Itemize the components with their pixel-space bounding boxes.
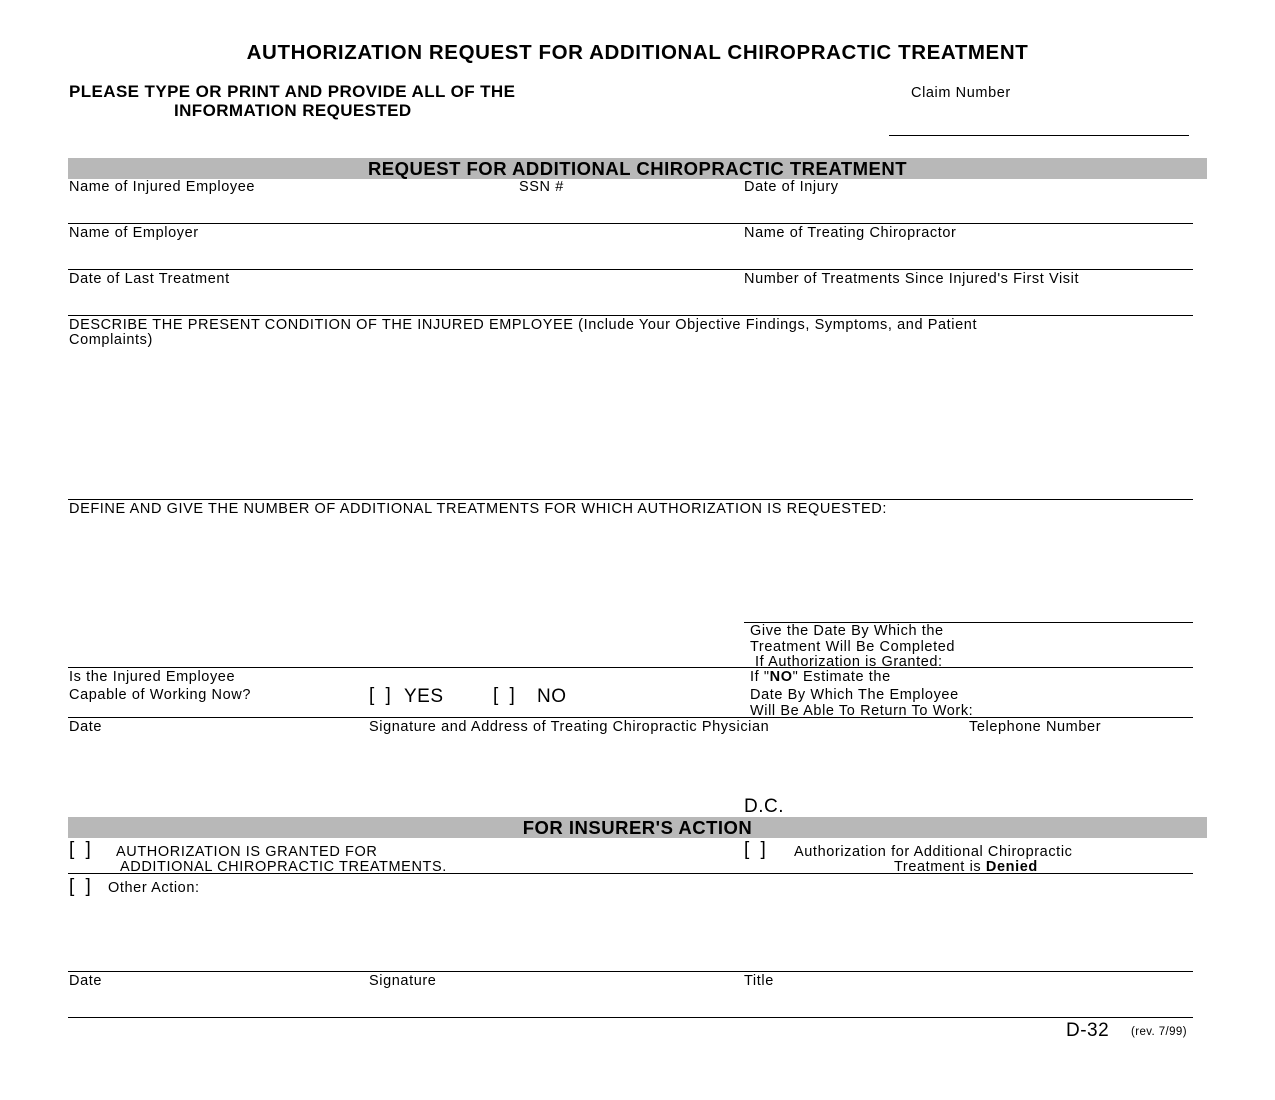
form-revision: (rev. 7/99) bbox=[1131, 1026, 1187, 1038]
physician-signature-label: Signature and Address of Treating Chiropractic Physician bbox=[369, 719, 770, 735]
treating-chiropractor-label: Name of Treating Chiropractor bbox=[744, 225, 957, 241]
employer-label: Name of Employer bbox=[69, 225, 199, 241]
physician-signature-field[interactable] bbox=[369, 737, 959, 815]
treatments-since-field[interactable] bbox=[744, 288, 1193, 314]
row-divider bbox=[68, 971, 1193, 972]
insurer-date-label: Date bbox=[69, 973, 103, 989]
form-title: AUTHORIZATION REQUEST FOR ADDITIONAL CHIROPRACTIC TREATMENT bbox=[246, 41, 1029, 64]
row-divider bbox=[68, 223, 1193, 224]
define-treatments-label: DEFINE AND GIVE THE NUMBER OF ADDITIONAL TREATMENTS FOR WHICH AUTHORIZATION IS REQUESTED: bbox=[69, 501, 887, 517]
instruction-line-1: PLEASE TYPE OR PRINT AND PROVIDE ALL OF THE bbox=[69, 82, 516, 101]
row-divider bbox=[68, 269, 1193, 270]
define-treatments-field[interactable] bbox=[69, 518, 1193, 620]
row-divider bbox=[68, 873, 1193, 874]
claim-number-field[interactable] bbox=[889, 100, 1189, 134]
denied-word: Denied bbox=[985, 859, 1038, 875]
telephone-field[interactable] bbox=[969, 737, 1193, 815]
denied-checkbox[interactable]: [ ] bbox=[744, 839, 769, 860]
physician-date-field[interactable] bbox=[69, 737, 359, 815]
insurer-section-band bbox=[68, 817, 1207, 838]
granted-label-1: AUTHORIZATION IS GRANTED FOR bbox=[116, 844, 378, 860]
insurer-section-header: FOR INSURER'S ACTION bbox=[522, 817, 753, 838]
completion-date-label-2: Treatment Will Be Completed bbox=[750, 639, 956, 655]
denied-label-1: Authorization for Additional Chiropractic bbox=[794, 844, 1073, 860]
capable-working-label-2: Capable of Working Now? bbox=[69, 687, 251, 703]
injured-employee-field[interactable] bbox=[69, 196, 509, 222]
describe-condition-field[interactable] bbox=[69, 350, 1193, 496]
row-divider bbox=[68, 717, 1193, 718]
capable-working-label-1: Is the Injured Employee bbox=[69, 669, 236, 685]
row-divider bbox=[68, 499, 1193, 500]
employer-field[interactable] bbox=[69, 242, 734, 268]
request-section-band bbox=[68, 158, 1207, 179]
insurer-title-field[interactable] bbox=[744, 990, 1193, 1016]
describe-condition-label: DESCRIBE THE PRESENT CONDITION OF THE INJURED EMPLOYEE (Include Your Objective Findings, Symptoms, and Patient bbox=[69, 317, 978, 333]
describe-condition-label-cont: Complaints) bbox=[69, 332, 153, 348]
completion-date-label-1: Give the Date By Which the bbox=[750, 623, 944, 639]
last-treatment-label: Date of Last Treatment bbox=[69, 271, 230, 287]
insurer-date-field[interactable] bbox=[69, 990, 359, 1016]
no-checkbox[interactable]: [ ] bbox=[493, 685, 518, 706]
form-code: D-32 bbox=[1066, 1020, 1110, 1041]
row-divider bbox=[68, 315, 1193, 316]
treating-chiropractor-field[interactable] bbox=[744, 242, 1193, 268]
return-to-work-field[interactable] bbox=[1045, 669, 1193, 715]
injured-employee-label: Name of Injured Employee bbox=[69, 179, 256, 195]
estimate-prefix: If " bbox=[750, 669, 770, 685]
treatments-since-label: Number of Treatments Since Injured's First Visit bbox=[744, 271, 1080, 287]
no-label: NO bbox=[537, 686, 567, 707]
other-action-label: Other Action: bbox=[108, 880, 200, 896]
return-estimate-label-1 bbox=[750, 669, 891, 685]
instruction-line-2: INFORMATION REQUESTED bbox=[174, 101, 412, 120]
claim-number-underline bbox=[889, 135, 1189, 136]
date-of-injury-field[interactable] bbox=[744, 196, 1193, 222]
yes-checkbox[interactable]: [ ] bbox=[369, 685, 394, 706]
insurer-title-label: Title bbox=[744, 973, 774, 989]
row-divider bbox=[68, 667, 1193, 668]
date-of-injury-label: Date of Injury bbox=[744, 179, 839, 195]
estimate-suffix: " Estimate the bbox=[792, 669, 891, 685]
other-action-field[interactable] bbox=[230, 876, 1193, 968]
other-action-checkbox[interactable]: [ ] bbox=[69, 876, 94, 897]
denied-prefix: Treatment is bbox=[894, 859, 986, 875]
physician-date-label: Date bbox=[69, 719, 103, 735]
telephone-label: Telephone Number bbox=[969, 719, 1102, 735]
row-divider bbox=[68, 1017, 1193, 1018]
ssn-label: SSN # bbox=[519, 179, 564, 195]
granted-checkbox[interactable]: [ ] bbox=[69, 839, 94, 860]
insurer-signature-label: Signature bbox=[369, 973, 437, 989]
completion-date-label-3: If Authorization is Granted: bbox=[755, 654, 943, 670]
claim-number-label: Claim Number bbox=[911, 85, 1011, 101]
yes-label: YES bbox=[404, 686, 444, 707]
request-section-header: REQUEST FOR ADDITIONAL CHIROPRACTIC TREATMENT bbox=[367, 158, 908, 179]
dc-label: D.C. bbox=[744, 796, 784, 817]
granted-label-2: ADDITIONAL CHIROPRACTIC TREATMENTS. bbox=[120, 859, 447, 875]
estimate-no: NO bbox=[769, 669, 793, 685]
insurer-signature-field[interactable] bbox=[369, 990, 734, 1016]
ssn-field[interactable] bbox=[519, 196, 734, 222]
return-estimate-label-2: Date By Which The Employee bbox=[750, 687, 959, 703]
last-treatment-field[interactable] bbox=[69, 288, 734, 314]
return-estimate-label-3: Will Be Able To Return To Work: bbox=[750, 703, 974, 719]
completion-date-field[interactable] bbox=[1010, 624, 1193, 666]
